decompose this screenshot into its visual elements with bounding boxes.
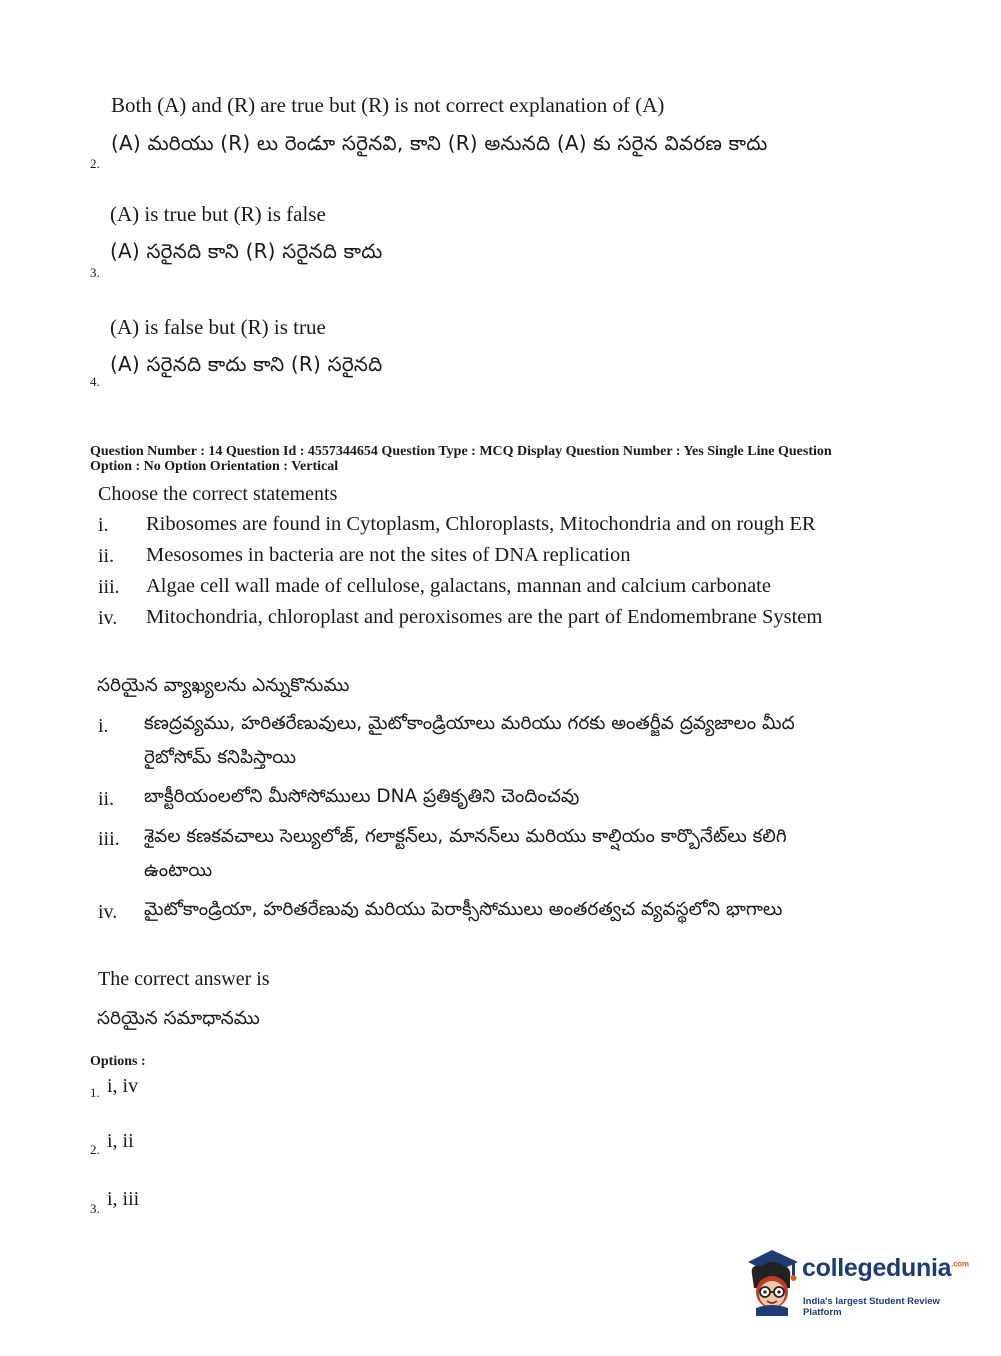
question-intro-te: సరియైన వ్యాఖ్యలను ఎన్నుకొనుము (97, 675, 350, 696)
statement-te-3-roman: iii. (98, 828, 120, 850)
question-intro-en: Choose the correct statements (98, 483, 338, 505)
prev-option-2-te: (A) మరియు (R) లు రెండూ సరైనవి, కాని (R) అనునది (A) కు సరైన వివరణ కాదు (111, 131, 768, 155)
statement-en-1-text: Ribosomes are found in Cytoplasm, Chloroplasts, Mitochondria and on rough ER (146, 513, 816, 535)
option-1-number: 1. (90, 1085, 100, 1100)
statement-te-3-line1: శైవల కణకవచాలు సెల్యులోజ్, గలాక్టన్‌లు, మానన్‌లు మరియు కాల్షియం కార్బొనేట్‌లు కలిగి (144, 826, 787, 847)
answer-prompt-te: సరియైన సమాధానము (97, 1008, 260, 1029)
statement-en-1-roman: i. (98, 514, 109, 536)
prev-option-4-en: (A) is false but (R) is true (110, 315, 326, 339)
prev-option-2-en: Both (A) and (R) are true but (R) is not correct explanation of (A) (111, 93, 665, 117)
statement-en-3-text: Algae cell wall made of cellulose, galactans, mannan and calcium carbonate (146, 575, 771, 597)
statement-te-1-line2: రైబోసోమ్ కనిపిస్తాయి (144, 747, 297, 768)
option-2-text[interactable]: i, ii (107, 1130, 134, 1152)
question-meta-line2: Option : No Option Orientation : Vertical (90, 459, 339, 474)
statement-te-4-line1: మైటోకాండ్రియా, హరితరేణువు మరియు పెరాక్సీసోములు అంతరత్వచ వ్యవస్థలోని భాగాలు (144, 899, 783, 920)
brand-tagline: India's largest Student Review Platform (803, 1296, 940, 1318)
statement-en-4-text: Mitochondria, chloroplast and peroxisomes are the part of Endomembrane System (146, 606, 823, 628)
statement-te-1-line1: కణద్రవ్యము, హరితరేణువులు, మైటోకాండ్రియాలు మరియు గరకు అంతర్జీవ ద్రవ్యజాలం మీద (144, 713, 795, 734)
statement-te-4-roman: iv. (98, 901, 118, 923)
brand-name (802, 1254, 969, 1283)
option-2-number: 2. (90, 1142, 100, 1157)
statement-te-1-roman: i. (98, 715, 109, 737)
mascot-icon (742, 1248, 802, 1316)
collegedunia-logo (742, 1248, 972, 1318)
question-meta-line1: Question Number : 14 Question Id : 4557344654 Question Type : MCQ Display Question Number : Yes Single Line Question (90, 444, 832, 459)
prev-option-2-number: 2. (90, 156, 100, 171)
option-1-text[interactable]: i, iv (107, 1075, 139, 1097)
statement-en-2-text: Mesosomes in bacteria are not the sites of DNA replication (146, 544, 631, 566)
statement-en-2-roman: ii. (98, 545, 115, 567)
statement-en-4-roman: iv. (98, 607, 118, 629)
prev-option-3-te: (A) సరైనది కాని (R) సరైనది కాదు (110, 239, 383, 263)
answer-prompt-en: The correct answer is (98, 968, 270, 990)
brand-name-text: collegedunia (802, 1254, 952, 1282)
prev-option-4-number: 4. (90, 374, 100, 389)
prev-option-3-en: (A) is true but (R) is false (110, 202, 326, 226)
statement-te-2-roman: ii. (98, 788, 115, 810)
option-3-text[interactable]: i, iii (107, 1188, 140, 1210)
option-3-number: 3. (90, 1201, 100, 1216)
prev-option-4-te: (A) సరైనది కాదు కాని (R) సరైనది (110, 352, 383, 376)
statement-te-2-line1: బాక్టీరియంలలోని మీసోసోములు DNA ప్రతికృతిని చెందించవు (144, 786, 580, 807)
options-label: Options : (90, 1054, 146, 1069)
prev-option-3-number: 3. (90, 265, 100, 280)
brand-suffix: .com (951, 1259, 969, 1269)
statement-te-3-line2: ఉంటాయి (144, 860, 213, 881)
statement-en-3-roman: iii. (98, 576, 120, 598)
